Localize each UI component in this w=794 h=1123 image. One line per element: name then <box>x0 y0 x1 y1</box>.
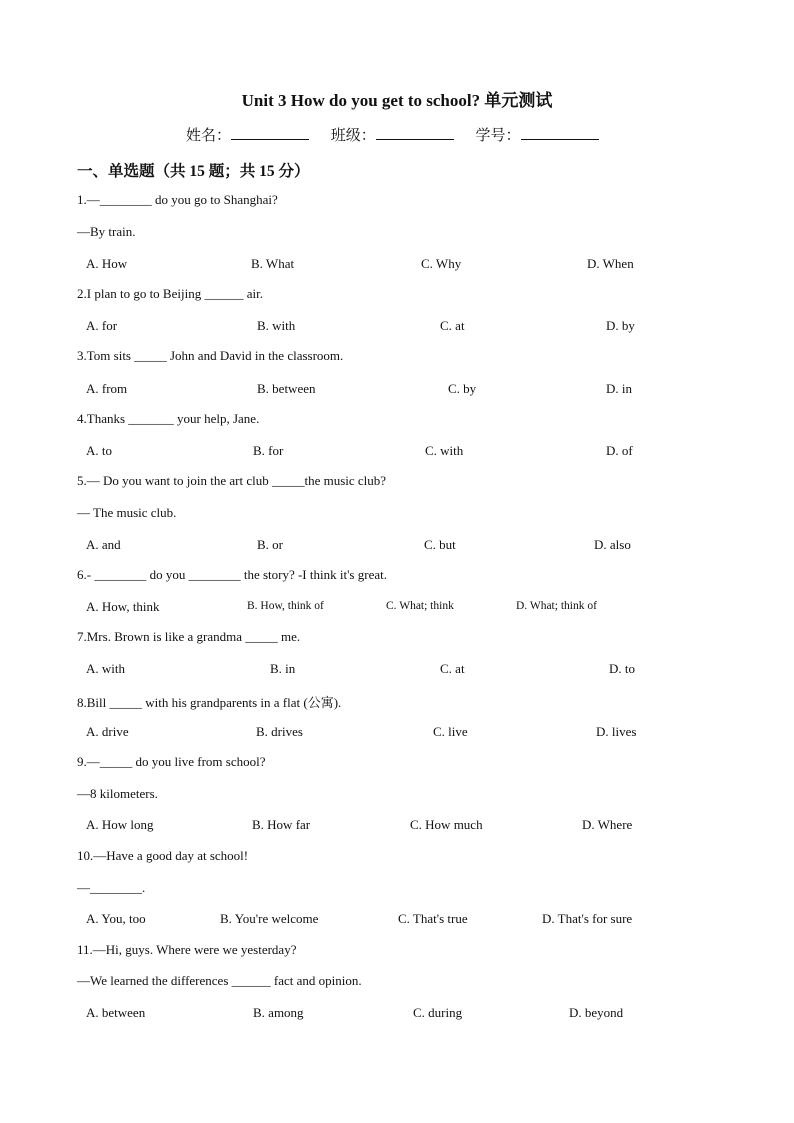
question-5-response: — The music club. <box>77 505 177 520</box>
section-heading: 一、单选题（共 15 题；共 15 分） <box>77 163 310 180</box>
question-9-response: —8 kilometers. <box>77 786 158 801</box>
question-7-option-d[interactable]: D. to <box>609 661 635 676</box>
question-11-stem: 11.—Hi, guys. Where were we yesterday? <box>77 942 297 957</box>
question-10-option-d[interactable]: D. That's for sure <box>542 911 633 926</box>
question-1-option-c[interactable]: C. Why <box>421 256 462 271</box>
student-id-label: 学号： <box>475 128 521 144</box>
question-7-stem: 7.Mrs. Brown is like a grandma _____ me. <box>77 629 301 644</box>
question-9-option-b[interactable]: B. How far <box>252 817 311 832</box>
question-4-option-a[interactable]: A. to <box>86 443 112 458</box>
question-11-option-c[interactable]: C. during <box>413 1005 463 1020</box>
question-11-option-b[interactable]: B. among <box>253 1005 304 1020</box>
question-3-option-c[interactable]: C. by <box>448 381 477 396</box>
question-5-option-b[interactable]: B. or <box>257 537 283 552</box>
page-title: Unit 3 How do you get to school? 单元测试 <box>241 91 553 110</box>
question-7-option-a[interactable]: A. with <box>86 661 125 676</box>
question-4-option-b[interactable]: B. for <box>253 443 284 458</box>
question-10-option-c[interactable]: C. That's true <box>398 911 468 926</box>
question-11-option-a[interactable]: A. between <box>86 1005 146 1020</box>
question-1-option-a[interactable]: A. How <box>86 256 128 271</box>
class-label: 班级： <box>330 128 376 144</box>
class-blank[interactable] <box>376 125 454 140</box>
question-4-stem: 4.Thanks _______ your help, Jane. <box>77 411 260 426</box>
question-1-response: —By train. <box>77 224 136 239</box>
question-3-stem: 3.Tom sits _____ John and David in the classroom. <box>77 348 344 363</box>
question-8-option-b[interactable]: B. drives <box>256 724 303 739</box>
question-10-response: —________. <box>77 880 146 895</box>
name-blank[interactable] <box>231 125 309 140</box>
question-8-option-c[interactable]: C. live <box>433 724 468 739</box>
question-7-option-b[interactable]: B. in <box>270 661 296 676</box>
question-2-option-c[interactable]: C. at <box>440 318 465 333</box>
question-4-option-d[interactable]: D. of <box>606 443 633 458</box>
question-5-option-a[interactable]: A. and <box>86 537 121 552</box>
question-7-option-c[interactable]: C. at <box>440 661 465 676</box>
question-1-stem: 1.—________ do you go to Shanghai? <box>77 192 278 207</box>
question-9-option-a[interactable]: A. How long <box>86 817 154 832</box>
question-9-option-d[interactable]: D. Where <box>582 817 633 832</box>
question-2-stem: 2.I plan to go to Beijing ______ air. <box>77 286 263 301</box>
student-id-blank[interactable] <box>521 125 599 140</box>
question-11-option-d[interactable]: D. beyond <box>569 1005 624 1020</box>
question-4-option-c[interactable]: C. with <box>425 443 464 458</box>
question-2-option-d[interactable]: D. by <box>606 318 635 333</box>
student-info-row <box>186 124 617 145</box>
question-10-stem: 10.—Have a good day at school! <box>77 848 249 863</box>
question-3-option-b[interactable]: B. between <box>257 381 316 396</box>
question-6-stem: 6.- ________ do you ________ the story? -I think it's great. <box>77 567 387 582</box>
question-6-option-a[interactable]: A. How, think <box>86 599 160 614</box>
question-6-option-c[interactable]: C. What; think <box>386 600 454 612</box>
question-3-option-a[interactable]: A. from <box>86 381 128 396</box>
question-2-option-a[interactable]: A. for <box>86 318 118 333</box>
question-5-option-d[interactable]: D. also <box>594 537 631 552</box>
question-6-option-d[interactable]: D. What; think of <box>516 600 597 612</box>
question-8-option-d[interactable]: D. lives <box>596 724 637 739</box>
name-label: 姓名： <box>186 128 232 144</box>
question-5-option-c[interactable]: C. but <box>424 537 456 552</box>
question-3-option-d[interactable]: D. in <box>606 381 632 396</box>
question-10-option-b[interactable]: B. You're welcome <box>220 911 319 926</box>
question-11-response: —We learned the differences ______ fact and opinion. <box>77 973 362 988</box>
question-8-stem: 8.Bill _____ with his grandparents in a flat (公寓). <box>77 695 342 710</box>
question-9-stem: 9.—_____ do you live from school? <box>77 754 266 769</box>
question-6-option-b[interactable]: B. How, think of <box>247 600 324 612</box>
question-5-stem: 5.— Do you want to join the art club _____the music club? <box>77 473 387 488</box>
question-8-option-a[interactable]: A. drive <box>86 724 129 739</box>
question-9-option-c[interactable]: C. How much <box>410 817 483 832</box>
question-1-option-d[interactable]: D. When <box>587 256 634 271</box>
question-2-option-b[interactable]: B. with <box>257 318 296 333</box>
question-1-option-b[interactable]: B. What <box>251 256 295 271</box>
question-10-option-a[interactable]: A. You, too <box>86 911 146 926</box>
